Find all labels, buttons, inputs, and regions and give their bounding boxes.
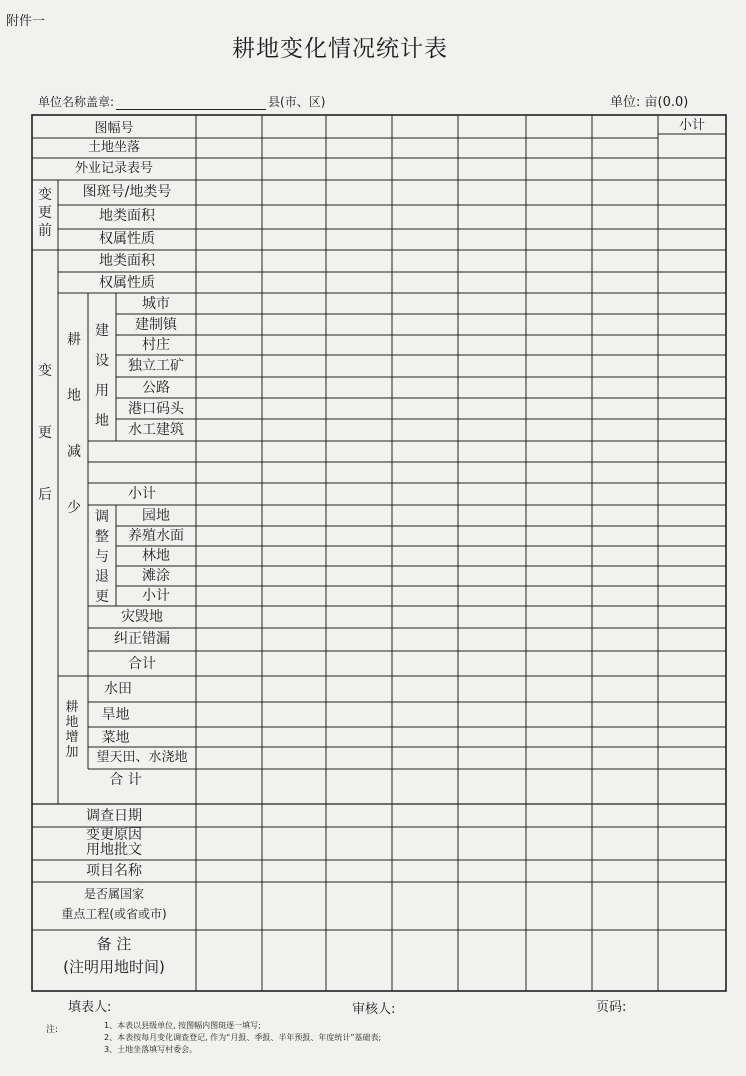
note-3: 3、土地坐落填写村委会。 [104, 1045, 198, 1054]
row-disaster: 灾毁地 [121, 609, 163, 625]
row-water-works: 水工建筑 [128, 422, 184, 438]
row-adjust-subtotal: 小计 [142, 588, 170, 604]
row-land-location: 土地坐落 [87, 140, 140, 155]
row-change-reason: 变更原因 [86, 827, 142, 843]
row-rainfed-irrigated: 望天田、水浇地 [96, 750, 188, 765]
row-ownership-before: 权属性质 [99, 231, 155, 247]
row-area-before: 地类面积 [99, 208, 155, 224]
row-port: 港口码头 [128, 401, 184, 417]
group-adjust: 调整与退更 [95, 509, 109, 605]
row-construction-subtotal: 小计 [128, 486, 156, 502]
attachment-label: 附件一 [6, 14, 46, 29]
row-national-key-1: 是否属国家 [83, 887, 144, 901]
row-national-key-2: 重点工程(或省或市) [61, 907, 167, 921]
group-before: 变更前 [38, 187, 52, 239]
row-increase-total: 合 计 [109, 772, 142, 788]
row-area-after: 地类面积 [99, 253, 155, 269]
unit-label: 单位: 亩(0.0) [610, 95, 689, 110]
group-after: 变更后 [38, 363, 52, 503]
row-paddy: 水田 [104, 681, 132, 697]
note-2: 2、本表按每月变化调查登记, 作为“月报、季报、半年预报、年度统计”基础表; [104, 1033, 382, 1042]
notes-label: 注: [46, 1025, 59, 1035]
row-village: 村庄 [142, 337, 170, 353]
subtotal-header: 小计 [678, 118, 705, 133]
row-remark-note: (注明用地时间) [63, 958, 165, 976]
row-forest: 林地 [142, 548, 170, 564]
row-error-correction: 纠正错漏 [114, 631, 170, 647]
row-remark: 备 注 [96, 935, 132, 953]
unit-name-label: 单位名称盖章: [38, 95, 115, 109]
row-town: 建制镇 [135, 317, 177, 333]
row-project-name: 项目名称 [86, 863, 142, 879]
row-city: 城市 [142, 296, 170, 312]
row-beach: 滩涂 [142, 568, 170, 584]
row-industrial: 独立工矿 [128, 358, 184, 374]
group-increase: 耕地增加 [65, 700, 79, 760]
row-road: 公路 [142, 380, 170, 396]
reviewer-label: 审核人: [352, 1002, 396, 1017]
filler-label: 填表人: [68, 1000, 112, 1015]
row-ownership-after: 权属性质 [99, 275, 155, 291]
row-orchard: 园地 [142, 508, 170, 524]
page-title: 耕地变化情况统计表 [232, 36, 448, 62]
row-vegetable: 菜地 [101, 730, 130, 746]
row-survey-date: 调查日期 [86, 808, 142, 824]
row-decrease-total: 合计 [128, 656, 156, 672]
county-label: 县(市、区) [268, 95, 326, 109]
page-number-label: 页码: [596, 1000, 627, 1015]
row-patch-no: 图斑号/地类号 [82, 184, 172, 200]
row-land-approval: 用地批文 [86, 842, 142, 858]
group-decrease: 耕地减少 [67, 332, 81, 516]
row-field-record: 外业记录表号 [74, 161, 153, 176]
row-aquaculture: 养殖水面 [128, 528, 184, 544]
row-dry-land: 旱地 [101, 707, 130, 723]
row-map-sheet: 图幅号 [94, 121, 134, 136]
note-1: 1、本表以县级单位, 按图幅内图斑逐一填写; [104, 1021, 261, 1030]
group-construction: 建设用地 [95, 323, 109, 429]
